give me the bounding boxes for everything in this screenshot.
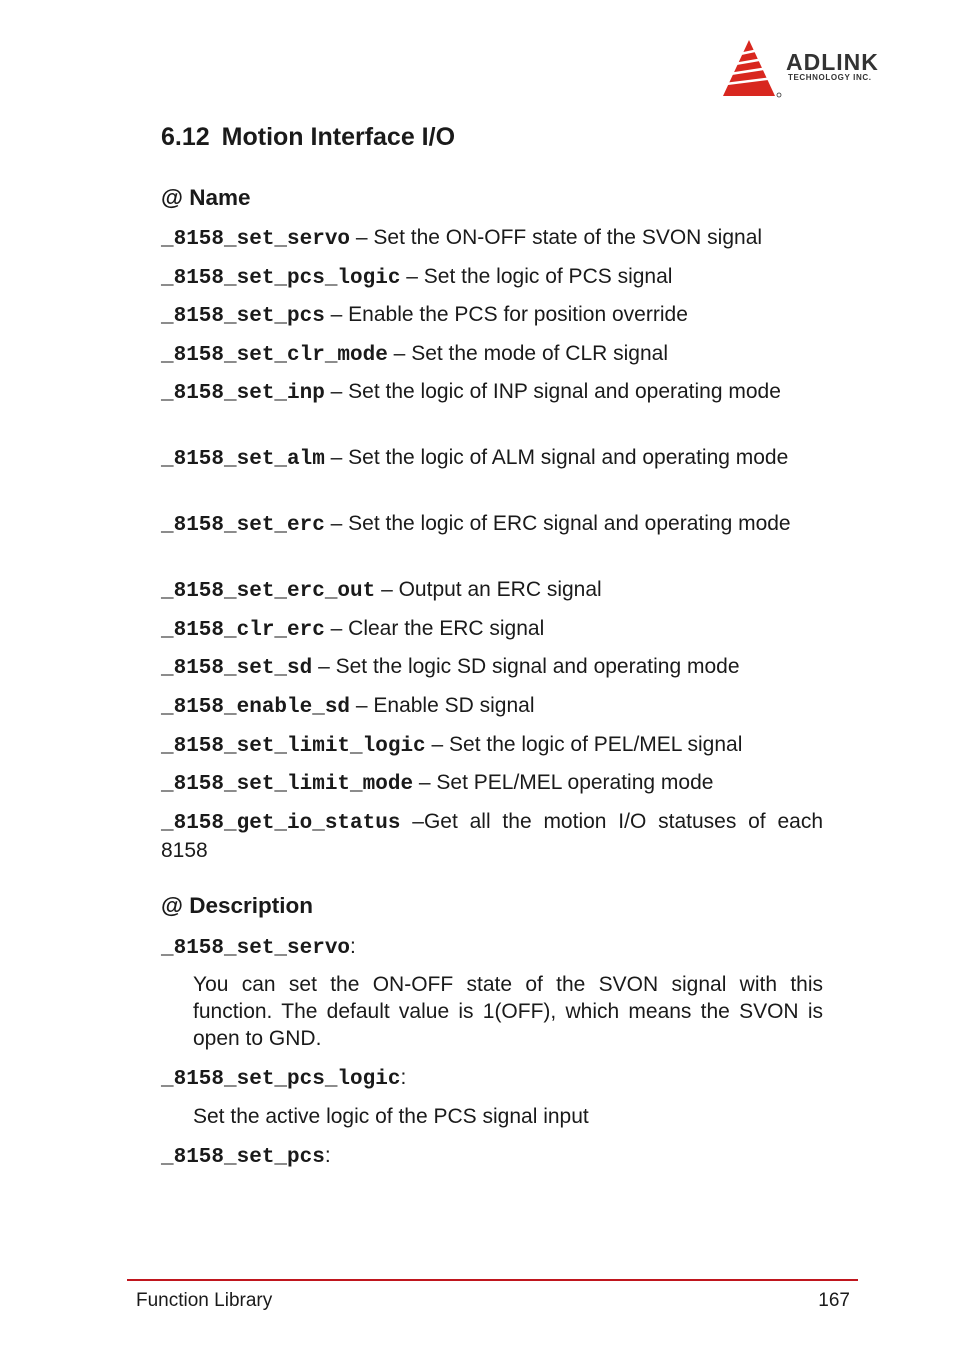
description-function: _8158_set_pcs: xyxy=(161,1144,331,1169)
name-entry xyxy=(161,808,823,864)
page-number: 167 xyxy=(818,1290,850,1311)
logo-wordmark: ADLINK xyxy=(786,49,879,75)
name-entry xyxy=(161,653,823,682)
function-name: _8158_set_clr_mode xyxy=(161,344,388,367)
function-summary: – Set the logic of PCS signal xyxy=(400,265,673,288)
function-summary: – Enable SD signal xyxy=(350,694,535,717)
function-name: _8158_set_pcs xyxy=(161,1146,325,1169)
name-entry xyxy=(161,444,823,473)
description-function: _8158_set_pcs_logic: xyxy=(161,1066,407,1091)
function-summary: – Output an ERC signal xyxy=(375,578,602,601)
function-name: _8158_set_erc_out xyxy=(161,580,376,603)
section-title xyxy=(161,121,455,153)
function-name: _8158_set_erc xyxy=(161,514,325,537)
function-name: _8158_set_pcs xyxy=(161,305,325,328)
name-entry xyxy=(161,378,823,407)
function-summary: – Clear the ERC signal xyxy=(324,617,545,640)
section-number: 6.12 xyxy=(161,123,210,151)
name-entry xyxy=(161,615,823,644)
function-name: _8158_set_alm xyxy=(161,448,325,471)
name-entry xyxy=(161,340,823,369)
function-summary: –Get all the motion I/O statuses of each 8158 xyxy=(161,810,823,862)
function-summary: – Set the logic SD signal and operating mode xyxy=(312,655,740,678)
name-heading: @ Name xyxy=(161,185,251,210)
name-entry xyxy=(161,731,823,760)
function-summary: – Set the ON-OFF state of the SVON signal xyxy=(350,226,763,249)
description-body: You can set the ON-OFF state of the SVON signal with this function. The default value is 1(OFF), which means the SVON is open to GND. xyxy=(193,973,823,1050)
function-name: _8158_set_servo xyxy=(161,228,351,251)
footer-chapter: Function Library xyxy=(136,1290,273,1311)
function-summary: – Set the mode of CLR signal xyxy=(387,342,669,365)
function-name: _8158_set_limit_mode xyxy=(161,773,414,796)
description-heading: @ Description xyxy=(161,893,313,918)
name-entry xyxy=(161,263,823,292)
function-name: _8158_enable_sd xyxy=(161,696,351,719)
description-body: Set the active logic of the PCS signal input xyxy=(193,1105,589,1128)
description-function: _8158_set_servo: xyxy=(161,935,356,960)
function-name: _8158_set_pcs_logic xyxy=(161,267,401,290)
logo-subtitle: TECHNOLOGY INC. xyxy=(788,73,872,82)
function-summary: – Set PEL/MEL operating mode xyxy=(413,771,714,794)
function-summary: – Set the logic of INP signal and operating mode xyxy=(324,380,781,403)
function-name: _8158_set_inp xyxy=(161,382,325,405)
function-name: _8158_get_io_status xyxy=(161,812,401,835)
name-entry xyxy=(161,769,823,798)
function-summary: – Set the logic of ALM signal and operating mode xyxy=(324,446,789,469)
triangle-logo-icon xyxy=(722,38,782,100)
function-summary: – Enable the PCS for position override xyxy=(324,303,688,326)
function-name: _8158_set_limit_logic xyxy=(161,735,426,758)
name-entry xyxy=(161,510,823,539)
name-entry xyxy=(161,692,823,721)
adlink-logo xyxy=(722,38,912,100)
function-summary: – Set the logic of ERC signal and operating mode xyxy=(324,512,791,535)
function-name: _8158_set_sd xyxy=(161,657,313,680)
function-name: _8158_set_pcs_logic xyxy=(161,1068,401,1091)
section-title-text: Motion Interface I/O xyxy=(221,123,456,151)
footer-divider xyxy=(127,1279,858,1281)
name-entry xyxy=(161,224,823,253)
function-summary: – Set the logic of PEL/MEL signal xyxy=(425,733,743,756)
name-entry xyxy=(161,301,823,330)
name-entry xyxy=(161,576,823,605)
function-name: _8158_set_servo xyxy=(161,937,351,960)
function-name: _8158_clr_erc xyxy=(161,619,325,642)
